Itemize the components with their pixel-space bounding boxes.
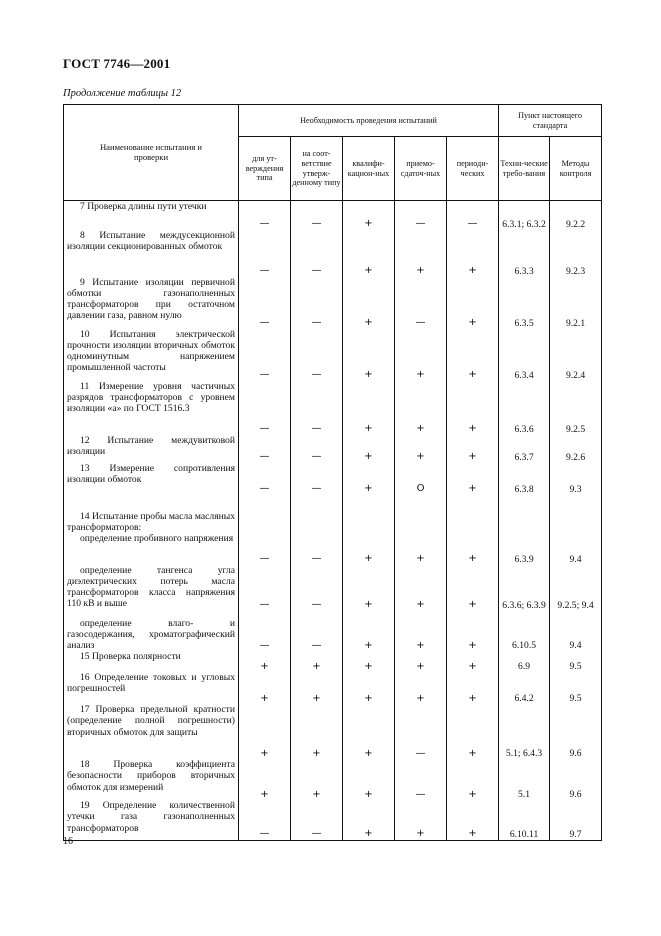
- cell-conformity: —: [291, 800, 343, 840]
- table-row: [64, 435, 602, 463]
- test-name: 16 Определение токовых и угловых погрешностей: [64, 672, 239, 704]
- table-row: [64, 611, 602, 652]
- cell-conformity: +: [291, 704, 343, 759]
- cell-approval: +: [239, 651, 291, 672]
- cell-tech-req: 6.10.11: [499, 800, 550, 840]
- cell-approval: —: [239, 230, 291, 277]
- cell-qualification: +: [343, 463, 395, 495]
- test-name: 7 Проверка длины пути утечки: [64, 201, 239, 230]
- cell-methods: 9.6: [550, 704, 602, 759]
- cell-periodic: +: [447, 565, 499, 611]
- cell-approval: —: [239, 800, 291, 840]
- table-row: [64, 201, 602, 230]
- test-name: 19 Определение количественной утечки газа газонаполненных трансформаторов: [64, 800, 239, 840]
- table-row: [64, 800, 602, 840]
- cell-periodic: +: [447, 672, 499, 704]
- cell-acceptance: +: [395, 435, 447, 463]
- test-name: 8 Испытание междусекционной изоляции секционированных обмоток: [64, 230, 239, 277]
- cell-methods: 9.2.2: [550, 201, 602, 230]
- cell-methods: 9.2.5; 9.4: [550, 565, 602, 611]
- table-row: [64, 565, 602, 611]
- cell-qualification: +: [343, 230, 395, 277]
- cell-qualification: +: [343, 800, 395, 840]
- table-row: [64, 759, 602, 800]
- cell-approval: —: [239, 435, 291, 463]
- cell-acceptance: +: [395, 495, 447, 565]
- table-row: [64, 230, 602, 277]
- cell-qualification: +: [343, 611, 395, 652]
- cell-acceptance: —: [395, 277, 447, 329]
- header-periodic: периоди-ческих: [447, 137, 499, 201]
- cell-qualification: +: [343, 672, 395, 704]
- cell-conformity: —: [291, 435, 343, 463]
- cell-conformity: +: [291, 759, 343, 800]
- table-row: [64, 495, 602, 565]
- cell-periodic: +: [447, 704, 499, 759]
- table-row: [64, 672, 602, 704]
- test-name: 9 Испытание изоляции первичной обмотки газонаполненных трансформаторов при остаточном давлении газа, равном нулю: [64, 277, 239, 329]
- header-approval: для ут-верждения типа: [239, 137, 291, 201]
- cell-methods: 9.4: [550, 495, 602, 565]
- cell-qualification: +: [343, 329, 395, 381]
- cell-tech-req: 6.4.2: [499, 672, 550, 704]
- cell-approval: —: [239, 611, 291, 652]
- cell-tech-req: 6.3.5: [499, 277, 550, 329]
- cell-qualification: +: [343, 565, 395, 611]
- cell-conformity: —: [291, 565, 343, 611]
- cell-periodic: +: [447, 800, 499, 840]
- cell-methods: 9.6: [550, 759, 602, 800]
- cell-periodic: +: [447, 230, 499, 277]
- header-tech-req: Техни-ческие требо-вания: [499, 137, 550, 201]
- cell-acceptance: +: [395, 565, 447, 611]
- page-number: 16: [63, 836, 73, 847]
- table-row: [64, 329, 602, 381]
- cell-methods: 9.3: [550, 463, 602, 495]
- test-name: 11 Измерение уровня частичных разрядов трансформаторов с уровнем изоляции «а» по ГОСТ 1516.3: [64, 381, 239, 435]
- table-row: [64, 704, 602, 759]
- cell-methods: 9.7: [550, 800, 602, 840]
- cell-periodic: +: [447, 759, 499, 800]
- document-title: ГОСТ 7746—2001: [63, 56, 171, 71]
- cell-tech-req: 6.3.6: [499, 381, 550, 435]
- table-row: [64, 463, 602, 495]
- cell-conformity: —: [291, 201, 343, 230]
- cell-tech-req: 6.3.8: [499, 463, 550, 495]
- test-name: 17 Проверка предельной кратности (определение полной погрешности) вторичных обмоток для защиты: [64, 704, 239, 759]
- tests-table: [63, 104, 602, 841]
- cell-acceptance: +: [395, 651, 447, 672]
- cell-tech-req: 6.3.9: [499, 495, 550, 565]
- test-name: 12 Испытание междувитковой изоляции: [64, 435, 239, 463]
- cell-acceptance: +: [395, 381, 447, 435]
- cell-qualification: +: [343, 381, 395, 435]
- cell-periodic: +: [447, 435, 499, 463]
- cell-methods: 9.2.5: [550, 381, 602, 435]
- test-name: 10 Испытания электрической прочности изоляции вторичных обмоток одноминутным напряжением промышленной частоты: [64, 329, 239, 381]
- cell-periodic: +: [447, 329, 499, 381]
- cell-methods: 9.2.3: [550, 230, 602, 277]
- cell-approval: +: [239, 759, 291, 800]
- test-name: [64, 611, 239, 652]
- test-name: [64, 565, 239, 611]
- cell-qualification: +: [343, 651, 395, 672]
- test-name: 18 Проверка коэффициента безопасности приборов вторичных обмоток для измерений: [64, 759, 239, 800]
- cell-conformity: —: [291, 611, 343, 652]
- cell-tech-req: 6.3.4: [499, 329, 550, 381]
- cell-tech-req: 5.1: [499, 759, 550, 800]
- cell-approval: —: [239, 329, 291, 381]
- cell-conformity: +: [291, 672, 343, 704]
- cell-approval: —: [239, 495, 291, 565]
- cell-tech-req: 6.3.1; 6.3.2: [499, 201, 550, 230]
- table-row: [64, 381, 602, 435]
- cell-acceptance: О: [395, 463, 447, 495]
- cell-approval: —: [239, 463, 291, 495]
- cell-acceptance: —: [395, 704, 447, 759]
- cell-methods: 9.2.1: [550, 277, 602, 329]
- cell-tech-req: 6.10.5: [499, 611, 550, 652]
- cell-approval: +: [239, 672, 291, 704]
- cell-tech-req: 5.1; 6.4.3: [499, 704, 550, 759]
- cell-qualification: +: [343, 435, 395, 463]
- test-subitem: определение тангенса угла диэлектрических потерь масла трансформаторов класса напряжения 110 кВ и выше: [67, 564, 235, 610]
- cell-conformity: +: [291, 651, 343, 672]
- cell-qualification: +: [343, 201, 395, 230]
- cell-qualification: +: [343, 277, 395, 329]
- cell-periodic: +: [447, 651, 499, 672]
- cell-conformity: —: [291, 277, 343, 329]
- test-subitem: определение влаго- и газосодержания, хроматографический анализ: [67, 617, 235, 651]
- cell-approval: —: [239, 381, 291, 435]
- cell-periodic: +: [447, 611, 499, 652]
- header-clause: Пункт настоящего стандарта: [499, 105, 602, 137]
- cell-periodic: +: [447, 277, 499, 329]
- cell-acceptance: —: [395, 201, 447, 230]
- cell-qualification: +: [343, 704, 395, 759]
- cell-tech-req: 6.9: [499, 651, 550, 672]
- table-row: [64, 651, 602, 672]
- cell-methods: 9.2.4: [550, 329, 602, 381]
- cell-acceptance: +: [395, 672, 447, 704]
- cell-periodic: +: [447, 381, 499, 435]
- cell-acceptance: —: [395, 759, 447, 800]
- test-subitem: определение пробивного напряжения: [80, 532, 234, 544]
- cell-periodic: —: [447, 201, 499, 230]
- cell-acceptance: +: [395, 611, 447, 652]
- cell-acceptance: +: [395, 230, 447, 277]
- cell-conformity: —: [291, 495, 343, 565]
- test-name: 15 Проверка полярности: [64, 651, 239, 672]
- header-qualification: квалифи-кацион-ных: [343, 137, 395, 201]
- cell-conformity: —: [291, 463, 343, 495]
- cell-periodic: +: [447, 463, 499, 495]
- cell-methods: 9.4: [550, 611, 602, 652]
- test-name: 13 Измерение сопротивления изоляции обмоток: [64, 463, 239, 495]
- cell-approval: +: [239, 704, 291, 759]
- cell-qualification: +: [343, 759, 395, 800]
- table-row: [64, 277, 602, 329]
- cell-qualification: +: [343, 495, 395, 565]
- header-methods: Методы контроля: [550, 137, 602, 201]
- cell-conformity: —: [291, 230, 343, 277]
- cell-tech-req: 6.3.3: [499, 230, 550, 277]
- cell-conformity: —: [291, 381, 343, 435]
- cell-methods: 9.5: [550, 672, 602, 704]
- cell-methods: 9.2.6: [550, 435, 602, 463]
- header-name: Наименование испытания и проверки: [64, 105, 239, 201]
- header-conformity: на соот-ветствие утверж-денному типу: [291, 137, 343, 201]
- cell-conformity: —: [291, 329, 343, 381]
- test-name: 14 Испытание пробы масла масляных трансформаторов: определение пробивного напряжения: [64, 495, 239, 565]
- cell-tech-req: 6.3.6; 6.3.9: [499, 565, 550, 611]
- cell-approval: —: [239, 201, 291, 230]
- cell-methods: 9.5: [550, 651, 602, 672]
- cell-tech-req: 6.3.7: [499, 435, 550, 463]
- header-acceptance: приемо-сдаточ-ных: [395, 137, 447, 201]
- cell-periodic: +: [447, 495, 499, 565]
- cell-approval: —: [239, 277, 291, 329]
- cell-acceptance: +: [395, 329, 447, 381]
- table-caption: Продолжение таблицы 12: [63, 88, 182, 99]
- cell-approval: —: [239, 565, 291, 611]
- header-necessity: Необходимость проведения испытаний: [239, 105, 499, 137]
- cell-acceptance: +: [395, 800, 447, 840]
